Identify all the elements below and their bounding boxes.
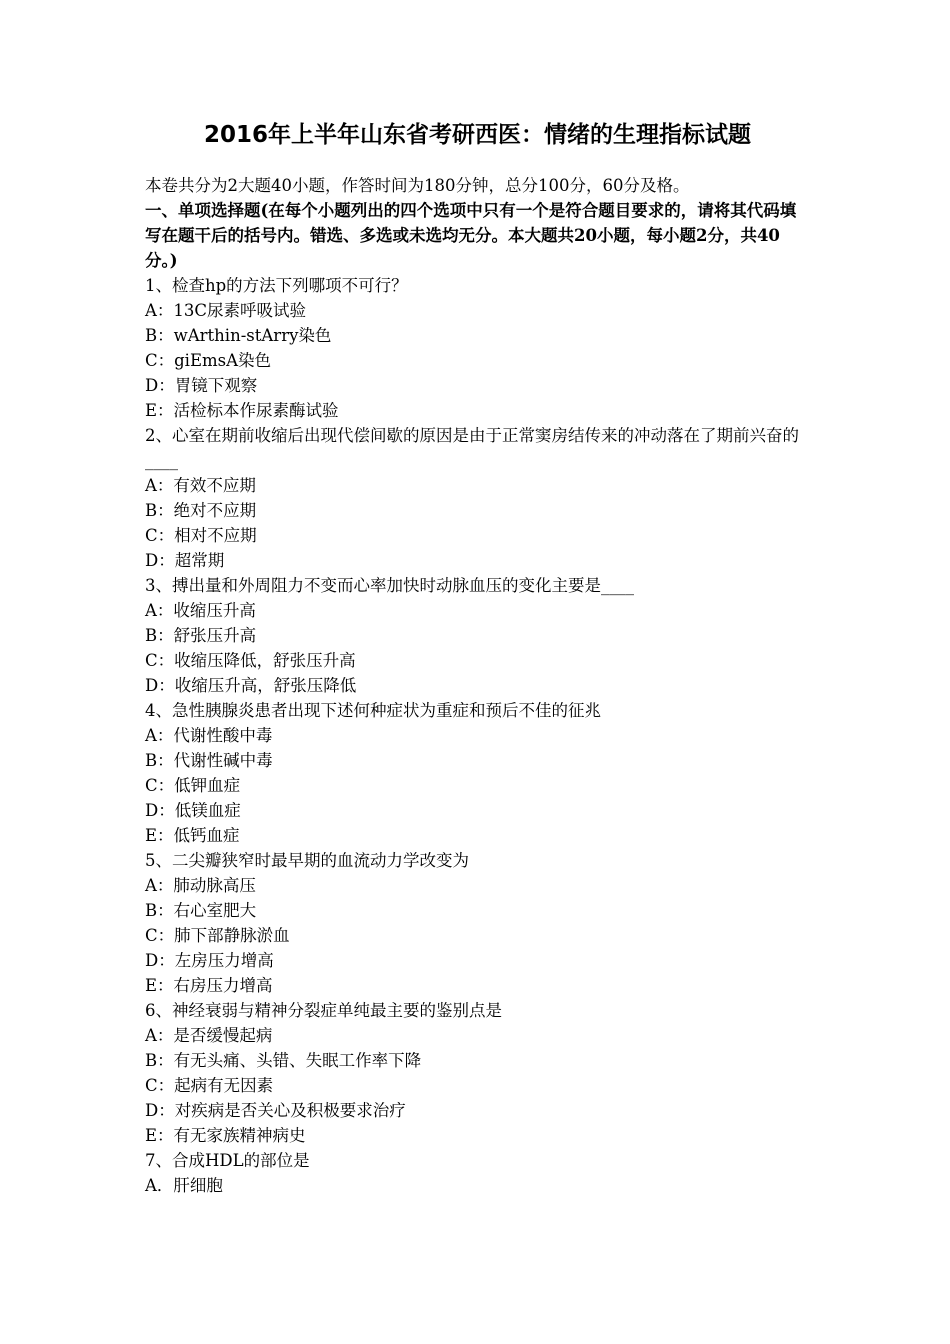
document-page <box>145 118 810 1198</box>
option-e: E：低钙血症 <box>145 826 240 845</box>
question-3 <box>145 573 810 698</box>
option-b: B：绝对不应期 <box>145 501 257 520</box>
option-a: A：代谢性酸中毒 <box>145 726 273 745</box>
option-d: D：左房压力增高 <box>145 951 274 970</box>
option-a: A：13C尿素呼吸试验 <box>145 301 307 320</box>
option-b: B：有无头痛、头错、失眠工作率下降 <box>145 1051 422 1070</box>
option-b: B：代谢性碱中毒 <box>145 751 273 770</box>
option-c: C：相对不应期 <box>145 526 257 545</box>
option-c: C：肺下部静脉淤血 <box>145 926 290 945</box>
question-stem: 3、搏出量和外周阻力不变而心率加快时动脉血压的变化主要是____ <box>145 576 634 595</box>
exam-intro: 本卷共分为2大题40小题，作答时间为180分钟，总分100分，60分及格。 <box>145 176 690 195</box>
question-4 <box>145 698 810 848</box>
option-c: C：giEmsA染色 <box>145 351 272 370</box>
question-stem: 6、神经衰弱与精神分裂症单纯最主要的鉴别点是 <box>145 1001 502 1020</box>
option-a: A：肺动脉高压 <box>145 876 256 895</box>
option-c: C：低钾血症 <box>145 776 241 795</box>
option-e: E：右房压力增高 <box>145 976 273 995</box>
question-stem: 2、心室在期前收缩后出现代偿间歇的原因是由于正常窦房结传来的冲动落在了期前兴奋的____ <box>145 426 799 470</box>
section-heading: 一、单项选择题(在每个小题列出的四个选项中只有一个是符合题目要求的，请将其代码填写在题干后的括号内。错选、多选或未选均无分。本大题共20小题，每小题2分，共40分。) <box>145 201 797 270</box>
option-d: D：收缩压升高，舒张压降低 <box>145 676 357 695</box>
option-d: D：低镁血症 <box>145 801 241 820</box>
option-c: C：收缩压降低，舒张压升高 <box>145 651 356 670</box>
question-stem: 5、二尖瓣狭窄时最早期的血流动力学改变为 <box>145 851 469 870</box>
option-a: A：是否缓慢起病 <box>145 1026 273 1045</box>
option-a: A：收缩压升高 <box>145 601 256 620</box>
option-e: E：有无家族精神病史 <box>145 1126 306 1145</box>
question-stem: 4、急性胰腺炎患者出现下述何种症状为重症和预后不佳的征兆 <box>145 701 601 720</box>
question-2 <box>145 423 810 573</box>
option-d: D：超常期 <box>145 551 225 570</box>
option-b: B：舒张压升高 <box>145 626 257 645</box>
option-c: C：起病有无因素 <box>145 1076 274 1095</box>
option-b: B：右心室肥大 <box>145 901 257 920</box>
document-title: 2016年上半年山东省考研西医：情绪的生理指标试题 <box>203 122 751 148</box>
question-7 <box>145 1148 810 1198</box>
option-b: B：wArthin-stArry染色 <box>145 326 332 345</box>
option-d: D：对疾病是否关心及积极要求治疗 <box>145 1101 406 1120</box>
question-stem: 1、检查hp的方法下列哪项不可行？ <box>145 276 408 295</box>
question-1 <box>145 273 810 423</box>
question-stem: 7、合成HDL的部位是 <box>145 1151 310 1170</box>
option-d: D：胃镜下观察 <box>145 376 258 395</box>
question-5 <box>145 848 810 998</box>
option-a: A：有效不应期 <box>145 476 256 495</box>
option-a: A．肝细胞 <box>145 1176 223 1195</box>
option-e: E：活检标本作尿素酶试验 <box>145 401 339 420</box>
question-6 <box>145 998 810 1148</box>
